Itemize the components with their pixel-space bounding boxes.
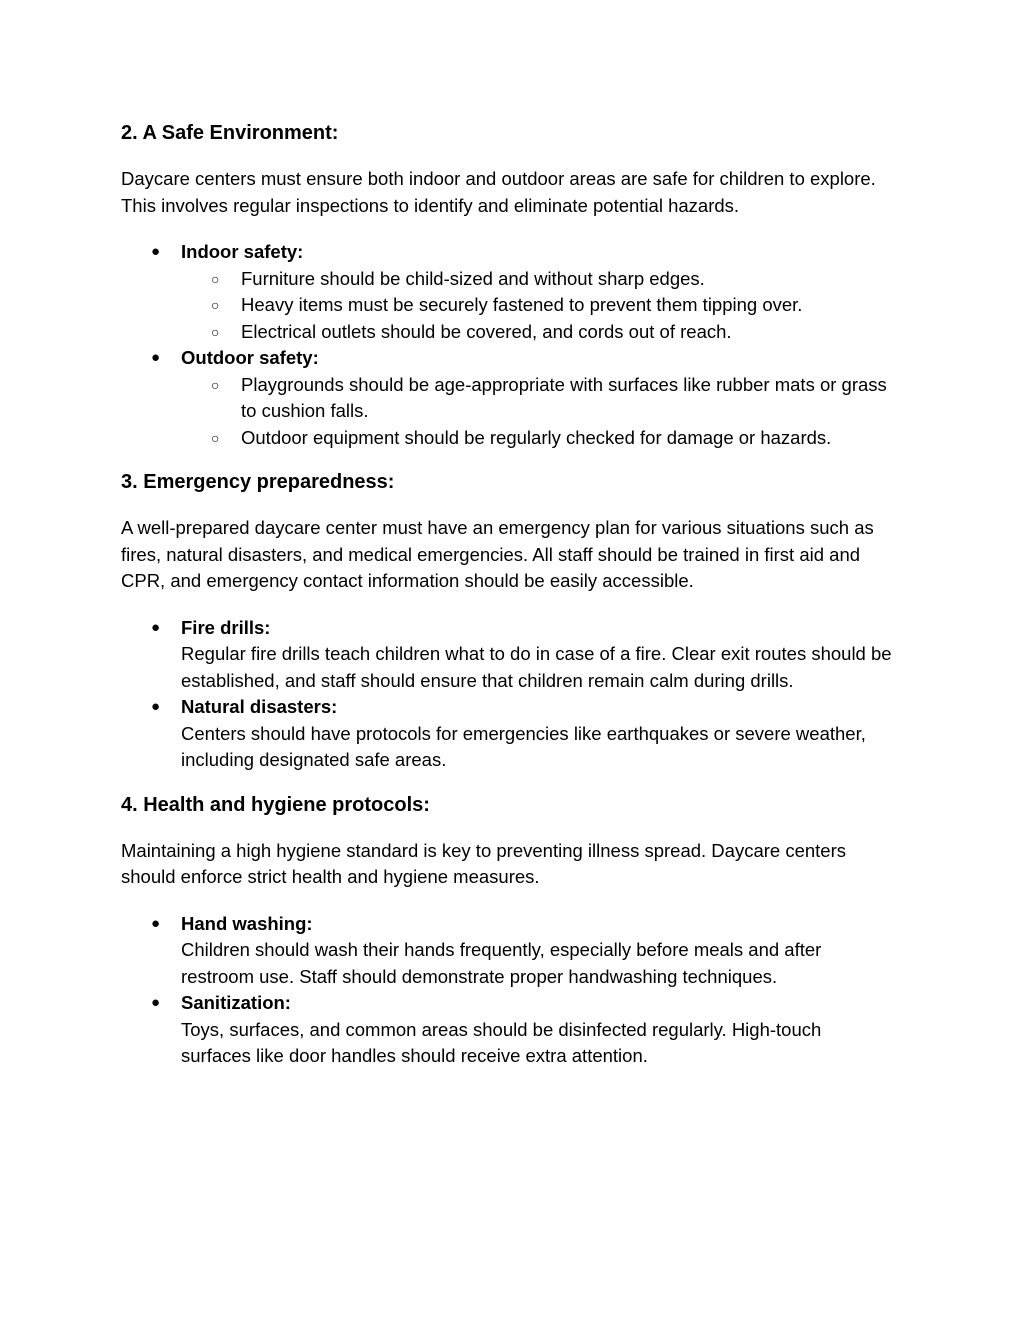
bullet-icon: ● xyxy=(151,698,161,715)
circle-bullet-icon: ○ xyxy=(211,270,220,287)
list-item xyxy=(121,694,894,774)
section-emergency-preparedness xyxy=(121,467,894,774)
bullet-icon: ● xyxy=(151,243,161,260)
circle-bullet-icon: ○ xyxy=(211,429,220,446)
bullet-title: Hand washing: xyxy=(181,912,313,934)
bullet-text: Regular fire drills teach children what to do in case of a fire. Clear exit routes should be established, and staff should ensure that children remain calm during drills. xyxy=(181,643,892,691)
section-heading: 4. Health and hygiene protocols: xyxy=(121,793,430,816)
sub-bullet-text: Playgrounds should be age-appropriate with surfaces like rubber mats or grass to cushion falls. xyxy=(241,373,887,421)
bullet-icon: ● xyxy=(151,994,161,1011)
circle-bullet-icon: ○ xyxy=(211,297,220,313)
circle-bullet-icon: ○ xyxy=(211,376,220,393)
bullet-list xyxy=(121,239,894,266)
list-item xyxy=(121,345,894,372)
bullet-title: Sanitization: xyxy=(181,992,291,1013)
list-item xyxy=(121,911,894,991)
sub-bullet-text: Furniture should be child-sized and without sharp edges. xyxy=(241,267,705,289)
list-item xyxy=(121,990,894,1070)
bullet-icon: ● xyxy=(151,618,161,636)
list-item xyxy=(181,292,894,319)
bullet-text: Centers should have protocols for emergencies like earthquakes or severe weather, including designated safe areas. xyxy=(181,722,866,770)
list-item xyxy=(121,239,894,266)
list-item xyxy=(181,266,894,293)
bullet-text: Toys, surfaces, and common areas should be disinfected regularly. High-touch surfaces like door handles should receive extra attention. xyxy=(181,1018,822,1066)
list-item xyxy=(181,372,894,425)
sub-bullet-text: Outdoor equipment should be regularly checked for damage or hazards. xyxy=(241,426,832,448)
bullet-icon: ● xyxy=(151,914,161,932)
bullet-list xyxy=(121,615,894,774)
bullet-title: Indoor safety: xyxy=(181,241,304,262)
section-heading: 2. A Safe Environment: xyxy=(121,122,339,144)
circle-bullet-icon: ○ xyxy=(211,323,220,340)
bullet-list xyxy=(121,911,894,1070)
list-item xyxy=(181,425,894,452)
sub-bullet-list xyxy=(181,266,894,346)
bullet-icon: ● xyxy=(151,349,161,366)
sub-bullet-text: Electrical outlets should be covered, and cords out of reach. xyxy=(241,320,732,342)
section-health-hygiene xyxy=(121,790,894,1070)
bullet-title: Natural disasters: xyxy=(181,696,338,717)
section-paragraph: Maintaining a high hygiene standard is key to preventing illness spread. Daycare centers should enforce strict health and hygiene measures. xyxy=(121,839,846,887)
section-paragraph: A well-prepared daycare center must have an emergency plan for various situations such as fires, natural disasters, and medical emergencies. All staff should be trained in first aid and CPR, and emergency contact information should be easily accessible. xyxy=(121,517,874,591)
sub-bullet-text: Heavy items must be securely fastened to prevent them tipping over. xyxy=(241,294,803,315)
bullet-text: Children should wash their hands frequently, especially before meals and after restroom use. Staff should demonstrate proper handwashing techniques. xyxy=(181,939,822,987)
bullet-title: Fire drills: xyxy=(181,616,271,638)
list-item xyxy=(181,319,894,346)
section-safe-environment xyxy=(121,118,894,451)
sub-bullet-list xyxy=(181,372,894,452)
section-paragraph: Daycare centers must ensure both indoor and outdoor areas are safe for children to explore. This involves regular inspections to identify and eliminate potential hazards. xyxy=(121,168,876,216)
list-item xyxy=(121,615,894,695)
bullet-list xyxy=(121,345,894,372)
bullet-title: Outdoor safety: xyxy=(181,347,319,368)
section-heading: 3. Emergency preparedness: xyxy=(121,471,395,493)
